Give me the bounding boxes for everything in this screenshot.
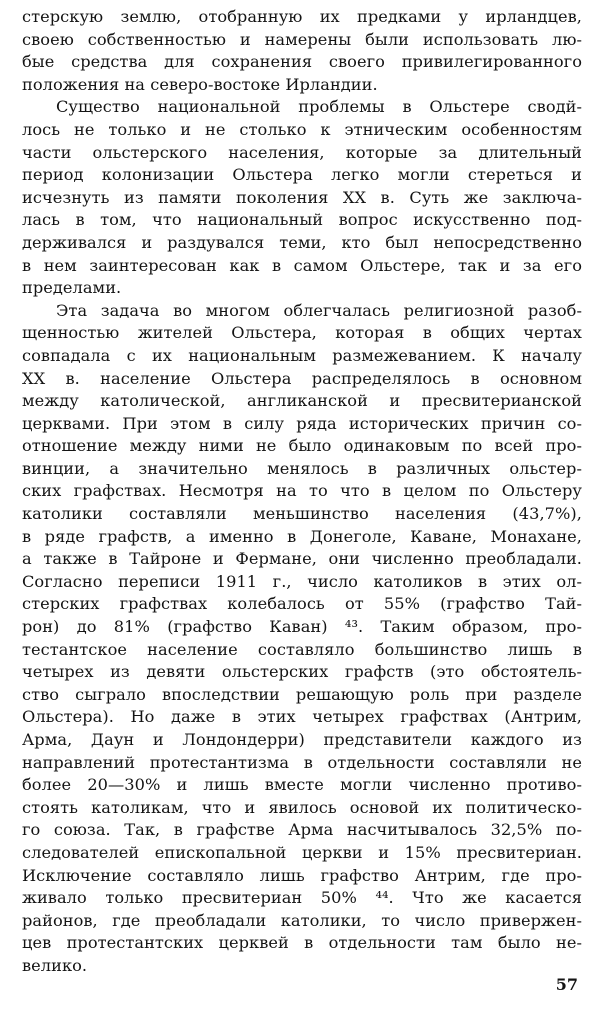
text-line: период колонизации Ольстера легко могли стереться и — [22, 165, 582, 185]
text-line: лась в том, что национальный вопрос искусственно под- — [22, 210, 582, 230]
text-line: стерскую землю, отобранную их предками у ирландцев, — [22, 7, 582, 26]
page-text — [22, 6, 582, 978]
text-line: направлений протестантизма в отдельности составляли не — [22, 752, 582, 772]
page-number: 57 — [555, 975, 578, 994]
text-line: ство сыграло впоследствии решающую роль при разделе — [22, 684, 582, 704]
text-line: цев протестантских церквей в отдельности там было не- — [22, 933, 582, 953]
text-line: Ольстера). Но даже в этих четырех графствах (Антрим, — [22, 707, 582, 727]
text-line: Арма, Даун и Лондондерри) представители каждого из — [22, 730, 582, 749]
paragraph-3 — [22, 300, 582, 978]
text-line: Эта задача во многом облегчалась религиозной разоб- — [56, 300, 582, 320]
text-line: ских графствах. Несмотря на то что в целом по Ольстеру — [22, 481, 582, 501]
text-line: католики составляли меньшинство населения (43,7%), — [22, 504, 582, 524]
text-line: части ольстерского населения, которые за длительный — [22, 142, 582, 162]
text-line: положения на северо-востоке Ирландии. — [22, 74, 378, 94]
text-line: стерских графствах колебалось от 55% (графство Тай- — [22, 594, 582, 614]
text-line: Согласно переписи 1911 г., число католиков в этих ол- — [22, 571, 582, 591]
text-line: стоять католикам, что и явилось основой их политическо- — [22, 797, 582, 817]
text-line: районов, где преобладали католики, то число привержен- — [22, 910, 582, 930]
text-line: четырех из девяти ольстерских графств (это обстоятель- — [22, 662, 582, 682]
paragraph-1 — [22, 6, 582, 96]
text-line: в нем заинтересован как в самом Ольстере, так и за его — [22, 255, 582, 275]
text-line: Исключение составляло лишь графство Антрим, где про- — [22, 865, 582, 885]
text-line: лось не только и не столько к этническим особенностям — [22, 119, 582, 139]
text-line: го союза. Так, в графстве Арма насчитывалось 32,5% по- — [22, 820, 582, 840]
text-line: между католической, англиканской и пресвитерианской — [22, 391, 582, 411]
text-line: своею собственностью и намерены были использовать лю- — [22, 29, 582, 49]
paragraph-2 — [22, 96, 582, 299]
text-line: пределами. — [22, 278, 122, 298]
text-line: отношение между ними не было одинаковым по всей про- — [22, 436, 582, 456]
text-line: XX в. население Ольстера распределялось в основном — [22, 368, 582, 388]
text-line: щенностью жителей Ольстера, которая в общих чертах — [22, 323, 582, 343]
text-line: церквами. При этом в силу ряда исторических причин со- — [22, 413, 582, 433]
text-line: а также в Тайроне и Фермане, они численно преобладали. — [22, 549, 582, 569]
text-line: в ряде графств, а именно в Донеголе, Каване, Монахане, — [22, 526, 582, 546]
text-line: исчезнуть из памяти поколения XX в. Суть же заключа- — [22, 187, 582, 207]
text-line: совпадала с их национальным размежеванием. К началу — [22, 345, 582, 365]
text-line: более 20—30% и лишь вместе могли численно противо- — [22, 775, 582, 795]
text-line: держивался и раздувался теми, кто был непосредственно — [22, 232, 582, 252]
text-line: велико. — [22, 955, 88, 975]
text-line: Существо национальной проблемы в Ольстере сводй- — [56, 97, 582, 117]
text-line: винции, а значительно менялось в различных ольстер- — [22, 458, 582, 478]
text-line: рон) до 81% (графство Каван) ⁴³. Таким образом, про- — [22, 617, 582, 637]
text-line: тестантское население составляло большинство лишь в — [22, 639, 582, 659]
text-line: живало только пресвитериан 50% ⁴⁴. Что же касается — [22, 888, 582, 908]
text-line: бые средства для сохранения своего привилегированного — [22, 52, 582, 72]
text-line: следователей епископальной церкви и 15% пресвитериан. — [22, 842, 582, 862]
